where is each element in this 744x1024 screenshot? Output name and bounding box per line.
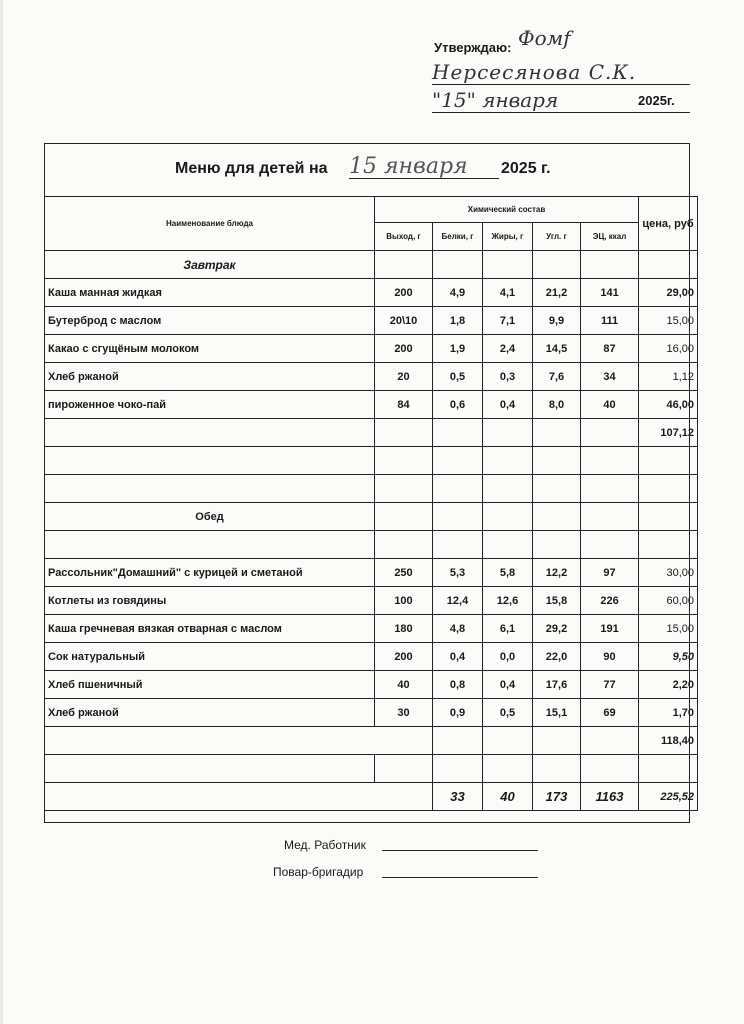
dish-price: 1,12 [639,363,698,391]
dish-carb: 22,0 [533,643,581,671]
dish-out: 200 [375,279,433,307]
dish-carb: 9,9 [533,307,581,335]
dish-kcal: 226 [581,587,639,615]
dish-price: 16,00 [639,335,698,363]
empty-row [45,531,698,559]
table-row [45,391,698,419]
dish-name: Каша манная жидкая [45,279,375,307]
dish-kcal: 77 [581,671,639,699]
dish-name: Хлеб ржаной [45,699,375,727]
header-carb: Угл. г [533,223,581,251]
approve-signature: Фомf [518,26,571,50]
med-worker-label: Мед. Работник [284,838,366,852]
dish-fat: 0,4 [483,391,533,419]
dish-fat: 0,5 [483,699,533,727]
scan-edge [0,0,3,1024]
dish-out: 180 [375,615,433,643]
totals-row [45,783,698,811]
table-row [45,699,698,727]
dish-fat: 2,4 [483,335,533,363]
approve-year: 2025г. [638,93,675,108]
subtotal-lunch: 118,40 [639,727,698,755]
total-fat: 40 [483,783,533,811]
menu-title: Меню для детей на [175,160,328,177]
header-fat: Жиры, г [483,223,533,251]
dish-out: 250 [375,559,433,587]
dish-fat: 0,0 [483,643,533,671]
dish-out: 20\10 [375,307,433,335]
dish-out: 84 [375,391,433,419]
dish-price: 1,70 [639,699,698,727]
dish-price: 30,00 [639,559,698,587]
dish-prot: 1,8 [433,307,483,335]
dish-price: 46,00 [639,391,698,419]
dish-fat: 0,4 [483,671,533,699]
dish-out: 20 [375,363,433,391]
dish-prot: 0,4 [433,643,483,671]
empty-row [45,447,698,475]
dish-kcal: 191 [581,615,639,643]
empty-row [45,755,698,783]
dish-prot: 0,5 [433,363,483,391]
total-prot: 33 [433,783,483,811]
table-row [45,587,698,615]
dish-kcal: 90 [581,643,639,671]
dish-name: Хлеб ржаной [45,363,375,391]
menu-title-year: 2025 г. [501,160,551,177]
header-kcal: ЭЦ, ккал [581,223,639,251]
header-chem-group: Химический состав [375,197,639,223]
approve-date-line [432,112,690,113]
approver-name: Нерсесянова С.К. [432,60,637,84]
dish-prot: 0,8 [433,671,483,699]
dish-kcal: 111 [581,307,639,335]
approve-date: "15" января [432,88,559,112]
dish-prot: 1,9 [433,335,483,363]
subtotal-row-lunch [45,727,698,755]
dish-price: 15,00 [639,615,698,643]
dish-out: 200 [375,335,433,363]
dish-carb: 14,5 [533,335,581,363]
total-kcal: 1163 [581,783,639,811]
dish-kcal: 34 [581,363,639,391]
approve-name-line [432,84,690,85]
dish-name: Бутерброд с маслом [45,307,375,335]
dish-fat: 4,1 [483,279,533,307]
header-dish-name: Наименование блюда [45,197,375,251]
menu-title-date: 15 января [349,154,468,179]
dish-prot: 0,9 [433,699,483,727]
dish-price: 9,50 [639,643,698,671]
header-price: цена, руб [639,197,698,251]
dish-prot: 12,4 [433,587,483,615]
empty-row [45,475,698,503]
dish-carb: 29,2 [533,615,581,643]
dish-out: 40 [375,671,433,699]
dish-kcal: 141 [581,279,639,307]
dish-name: Какао с сгущёным молоком [45,335,375,363]
dish-name: Хлеб пшеничный [45,671,375,699]
dish-prot: 4,9 [433,279,483,307]
dish-fat: 7,1 [483,307,533,335]
table-row [45,671,698,699]
section-row-breakfast [45,251,698,279]
dish-carb: 21,2 [533,279,581,307]
dish-price: 2,20 [639,671,698,699]
approve-label: Утверждаю: [434,40,512,55]
dish-price: 60,00 [639,587,698,615]
cook-label: Повар-бригадир [273,865,364,879]
subtotal-row-breakfast [45,419,698,447]
section-title-lunch: Обед [45,503,375,531]
subtotal-breakfast: 107,12 [639,419,698,447]
dish-fat: 0,3 [483,363,533,391]
menu-table [44,196,698,811]
dish-prot: 5,3 [433,559,483,587]
section-title-breakfast: Завтрак [45,251,375,279]
table-row [45,615,698,643]
dish-out: 30 [375,699,433,727]
table-row [45,335,698,363]
table-row [45,307,698,335]
section-row-lunch [45,503,698,531]
dish-carb: 17,6 [533,671,581,699]
dish-out: 200 [375,643,433,671]
dish-kcal: 40 [581,391,639,419]
table-row [45,279,698,307]
dish-carb: 12,2 [533,559,581,587]
dish-carb: 15,8 [533,587,581,615]
table-row [45,363,698,391]
dish-fat: 12,6 [483,587,533,615]
table-header-row [45,197,698,223]
dish-kcal: 69 [581,699,639,727]
dish-price: 29,00 [639,279,698,307]
menu-title-date-underline [349,178,499,179]
dish-name: Каша гречневая вязкая отварная с маслом [45,615,375,643]
menu-title-block [45,144,689,198]
dish-price: 15,00 [639,307,698,335]
total-carb: 173 [533,783,581,811]
dish-kcal: 97 [581,559,639,587]
dish-name: Котлеты из говядины [45,587,375,615]
dish-fat: 6,1 [483,615,533,643]
header-out: Выход, г [375,223,433,251]
dish-carb: 8,0 [533,391,581,419]
dish-prot: 0,6 [433,391,483,419]
dish-fat: 5,8 [483,559,533,587]
dish-carb: 15,1 [533,699,581,727]
dish-out: 100 [375,587,433,615]
table-row [45,559,698,587]
total-price: 225,52 [639,783,698,811]
dish-prot: 4,8 [433,615,483,643]
dish-name: Рассольник"Домашний" с курицей и сметаной [45,559,375,587]
med-worker-line [382,850,538,851]
cook-line [382,877,538,878]
dish-carb: 7,6 [533,363,581,391]
dish-name: Сок натуральный [45,643,375,671]
dish-kcal: 87 [581,335,639,363]
header-prot: Белки, г [433,223,483,251]
dish-name: пироженное чоко-пай [45,391,375,419]
table-row [45,643,698,671]
